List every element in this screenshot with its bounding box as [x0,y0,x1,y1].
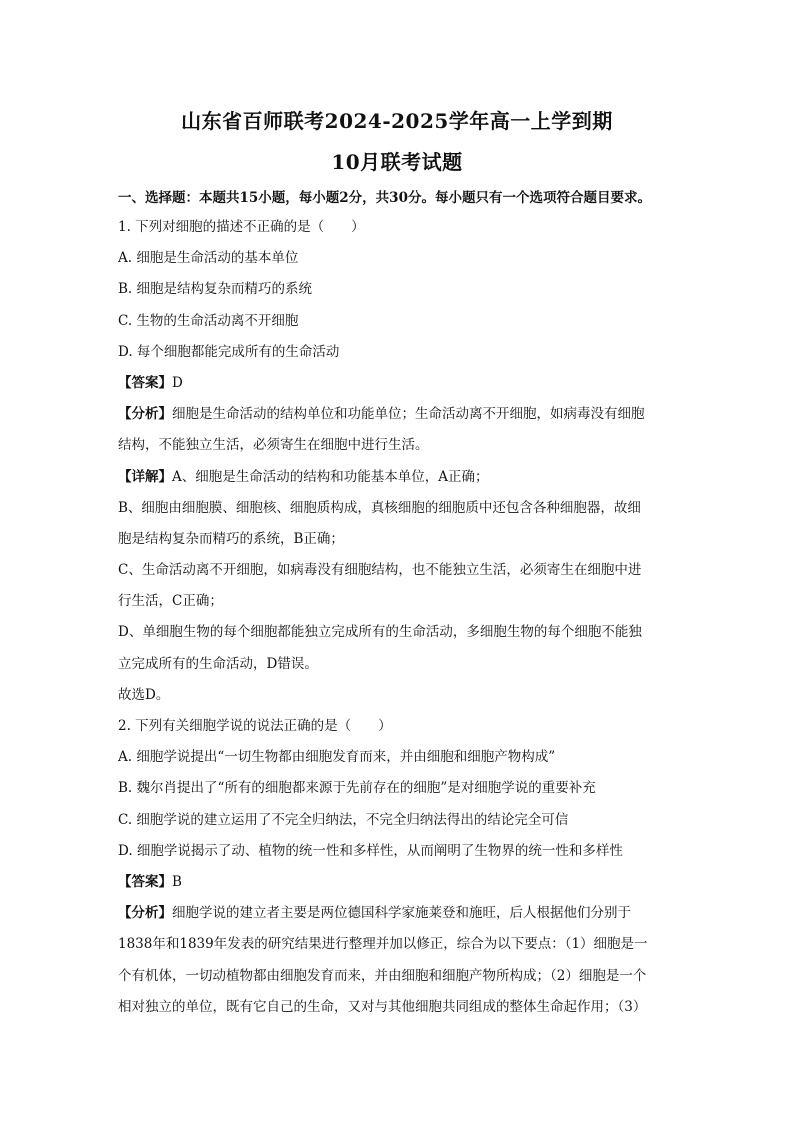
question-1-detail-line: 胞是结构复杂而精巧的系统，B正确； [118,530,344,547]
detail-tag: 【详解】 [118,468,172,485]
question-1-conclusion: 故选D。 [118,686,170,703]
analysis-text: 细胞是生命活动的结构单位和功能单位；生命活动离不开细胞，如病毒没有细胞 [172,406,645,423]
question-1-option-d: D. 每个细胞都能完成所有的生命活动 [118,343,340,360]
question-2-option-b: B. 魏尔肖提出了“所有的细胞都来源于先前存在的细胞”是对细胞学说的重要补充 [118,780,596,797]
question-1-detail-line: D、单细胞生物的每个细胞都能独立完成所有的生命活动，多细胞生物的每个细胞不能独 [118,624,642,641]
question-2-analysis-line: 个有机体，一切动植物都由细胞发育而来，并由细胞和细胞产物所构成；（2）细胞是一个 [118,967,647,984]
question-2-option-c: C. 细胞学说的建立运用了不完全归纳法，不完全归纳法得出的结论完全可信 [118,811,569,828]
analysis-text: 细胞学说的建立者主要是两位德国科学家施莱登和施旺，后人根据他们分别于 [172,905,631,922]
answer-value: B [172,873,182,890]
question-2-analysis-line: 1838年和1839年发表的研究结果进行整理并加以修正，综合为以下要点：（1）细胞是一 [118,936,648,953]
question-2-answer [118,867,688,898]
detail-text: A、细胞是生命活动的结构和功能基本单位，A正确； [172,468,489,485]
analysis-tag: 【分析】 [118,905,172,922]
question-1-option-c: C. 生物的生命活动离不开细胞 [118,312,299,329]
document-title: 山东省百师联考2024-2025学年高一上学到期 [181,109,613,133]
question-1-detail-line: 行生活，C正确； [118,593,223,610]
question-1-detail-line [118,462,688,493]
question-2-stem: 2. 下列有关细胞学说的说法正确的是（ ） [118,718,392,734]
section-heading: 一、选择题：本题共15小题，每小题2分，共30分。每小题只有一个选项符合题目要求。 [118,190,651,206]
question-2-option-d: D. 细胞学说揭示了动、植物的统一性和多样性，从而阐明了生物界的统一性和多样性 [118,842,623,859]
question-1-detail-line: B、细胞由细胞膜、细胞核、细胞质构成，真核细胞的细胞质中还包含各种细胞器，故细 [118,499,641,516]
answer-value: D [172,374,183,391]
answer-tag: 【答案】 [118,374,172,391]
document-body [118,212,688,1023]
question-1-answer [118,368,688,399]
question-2-analysis-line: 相对独立的单位，既有它自己的生命，又对与其他细胞共同组成的整体生命起作用；（3） [118,998,647,1015]
question-2-analysis-line [118,898,688,929]
question-1-analysis-line [118,399,688,430]
question-1-option-a: A. 细胞是生命活动的基本单位 [118,250,299,267]
answer-tag: 【答案】 [118,873,172,890]
analysis-tag: 【分析】 [118,406,172,423]
question-1-detail-line: 立完成所有的生命活动，D错误。 [118,655,318,672]
question-1-analysis-line: 结构，不能独立生活，必须寄生在细胞中进行生活。 [118,437,429,454]
question-1-detail-line: C、生命活动离不开细胞，如病毒没有细胞结构，也不能独立生活，必须寄生在细胞中进 [118,562,642,579]
question-2-option-a: A. 细胞学说提出“一切生物都由细胞发育而来，并由细胞和细胞产物构成” [118,749,556,766]
document-subtitle: 10月联考试题 [331,150,463,174]
question-1-stem: 1. 下列对细胞的描述不正确的是（ ） [118,219,365,235]
question-1-option-b: B. 细胞是结构复杂而精巧的系统 [118,281,313,298]
